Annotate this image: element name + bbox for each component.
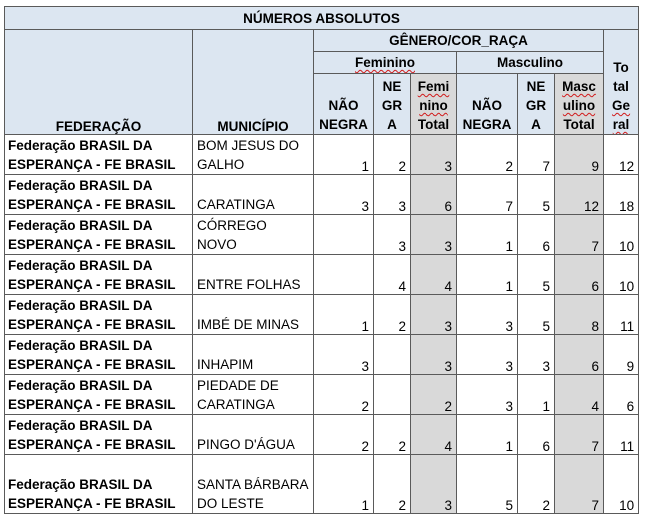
municipio-cell: INHAPIM (193, 335, 314, 375)
federacao-cell: Federação BRASIL DA ESPERANÇA - FE BRASIL (5, 415, 193, 455)
total-geral-cell: 6 (604, 375, 639, 415)
masc-negra-cell: 3 (518, 335, 555, 375)
fem-total-cell: 3 (411, 135, 457, 175)
federacao-cell: Federação BRASIL DA ESPERANÇA - FE BRASIL (5, 375, 193, 415)
results-table (4, 6, 639, 514)
masc-total-cell: 4 (555, 375, 604, 415)
masc-total-cell: 7 (555, 215, 604, 255)
fem-nao-negra-cell (314, 215, 374, 255)
table-row (5, 335, 639, 375)
fem-nao-negra-cell: 1 (314, 135, 374, 175)
total-geral-cell: 10 (604, 255, 639, 295)
fem-negra-cell: 2 (374, 135, 411, 175)
masculino-header: Masculino (457, 52, 604, 74)
table-row (5, 135, 639, 175)
col-municipio-header: MUNICÍPIO (193, 30, 314, 135)
municipio-cell: CÓRREGO NOVO (193, 215, 314, 255)
fem-nao-negra-cell: 3 (314, 335, 374, 375)
fem-nao-negra-cell (314, 255, 374, 295)
municipio-cell: ENTRE FOLHAS (193, 255, 314, 295)
masc-total-cell: 6 (555, 335, 604, 375)
municipio-cell: PIEDADE DE CARATINGA (193, 375, 314, 415)
fem-negra-cell: 3 (374, 215, 411, 255)
masc-nao-negra-cell: 1 (457, 215, 518, 255)
total-geral-cell: 10 (604, 215, 639, 255)
col-masc-negra-header: NE GR A (518, 74, 555, 135)
federacao-cell: Federação BRASIL DA ESPERANÇA - FE BRASIL (5, 255, 193, 295)
fem-total-cell: 6 (411, 175, 457, 215)
masc-total-cell: 12 (555, 175, 604, 215)
municipio-cell: IMBÉ DE MINAS (193, 295, 314, 335)
total-geral-cell: 18 (604, 175, 639, 215)
masc-nao-negra-cell: 1 (457, 255, 518, 295)
fem-nao-negra-cell: 2 (314, 375, 374, 415)
table-row (5, 415, 639, 455)
fem-nao-negra-cell: 3 (314, 175, 374, 215)
masc-total-cell: 9 (555, 135, 604, 175)
federacao-cell: Federação BRASIL DA ESPERANÇA - FE BRASIL (5, 455, 193, 514)
total-geral-cell: 11 (604, 415, 639, 455)
masc-negra-cell: 6 (518, 415, 555, 455)
col-fem-negra-header: NE GR A (374, 74, 411, 135)
fem-nao-negra-cell: 1 (314, 455, 374, 514)
masc-total-cell: 6 (555, 255, 604, 295)
fem-total-cell: 2 (411, 375, 457, 415)
total-geral-cell: 12 (604, 135, 639, 175)
masc-nao-negra-cell: 3 (457, 375, 518, 415)
table-row (5, 295, 639, 335)
col-masc-total-header: Masc ulino Total (555, 74, 604, 135)
fem-negra-cell: 2 (374, 455, 411, 514)
feminino-header: Feminino (314, 52, 457, 74)
fem-negra-cell (374, 375, 411, 415)
municipio-cell: PINGO D'ÁGUA (193, 415, 314, 455)
masc-negra-cell: 7 (518, 135, 555, 175)
masc-nao-negra-cell: 7 (457, 175, 518, 215)
federacao-cell: Federação BRASIL DA ESPERANÇA - FE BRASIL (5, 335, 193, 375)
fem-total-cell: 3 (411, 455, 457, 514)
municipio-cell: BOM JESUS DO GALHO (193, 135, 314, 175)
masc-negra-cell: 5 (518, 255, 555, 295)
fem-negra-cell: 3 (374, 175, 411, 215)
federacao-cell: Federação BRASIL DA ESPERANÇA - FE BRASIL (5, 175, 193, 215)
masc-nao-negra-cell: 5 (457, 455, 518, 514)
masc-negra-cell: 6 (518, 215, 555, 255)
table-row (5, 215, 639, 255)
municipio-cell: SANTA BÁRBARA DO LESTE (193, 455, 314, 514)
masc-negra-cell: 5 (518, 295, 555, 335)
col-federacao-header: FEDERAÇÃO (5, 30, 193, 135)
table-row (5, 375, 639, 415)
masc-negra-cell: 1 (518, 375, 555, 415)
fem-negra-cell: 2 (374, 415, 411, 455)
fem-total-cell: 4 (411, 415, 457, 455)
col-total-geral-header: To tal Ge ral (604, 30, 639, 135)
masc-nao-negra-cell: 3 (457, 295, 518, 335)
fem-total-cell: 3 (411, 215, 457, 255)
federacao-cell: Federação BRASIL DA ESPERANÇA - FE BRASIL (5, 215, 193, 255)
masc-nao-negra-cell: 2 (457, 135, 518, 175)
table-row (5, 175, 639, 215)
masc-nao-negra-cell: 1 (457, 415, 518, 455)
fem-negra-cell: 4 (374, 255, 411, 295)
col-masc-nao-negra-header: NÃO NEGRA (457, 74, 518, 135)
masc-total-cell: 8 (555, 295, 604, 335)
fem-total-cell: 3 (411, 295, 457, 335)
fem-negra-cell (374, 335, 411, 375)
masc-negra-cell: 5 (518, 175, 555, 215)
fem-nao-negra-cell: 1 (314, 295, 374, 335)
total-geral-cell: 9 (604, 335, 639, 375)
fem-total-cell: 3 (411, 335, 457, 375)
masc-nao-negra-cell: 3 (457, 335, 518, 375)
table-row (5, 255, 639, 295)
masc-total-cell: 7 (555, 415, 604, 455)
col-fem-total-header: Femi nino Total (411, 74, 457, 135)
col-fem-nao-negra-header: NÃO NEGRA (314, 74, 374, 135)
total-geral-cell: 10 (604, 455, 639, 514)
municipio-cell: CARATINGA (193, 175, 314, 215)
fem-total-cell: 4 (411, 255, 457, 295)
gender-race-group-header: GÊNERO/COR_RAÇA (314, 30, 604, 52)
table-title: NÚMEROS ABSOLUTOS (5, 7, 639, 30)
fem-nao-negra-cell: 2 (314, 415, 374, 455)
fem-negra-cell: 2 (374, 295, 411, 335)
table-row (5, 455, 639, 514)
masc-negra-cell: 2 (518, 455, 555, 514)
federacao-cell: Federação BRASIL DA ESPERANÇA - FE BRASIL (5, 295, 193, 335)
federacao-cell: Federação BRASIL DA ESPERANÇA - FE BRASIL (5, 135, 193, 175)
masc-total-cell: 7 (555, 455, 604, 514)
total-geral-cell: 11 (604, 295, 639, 335)
